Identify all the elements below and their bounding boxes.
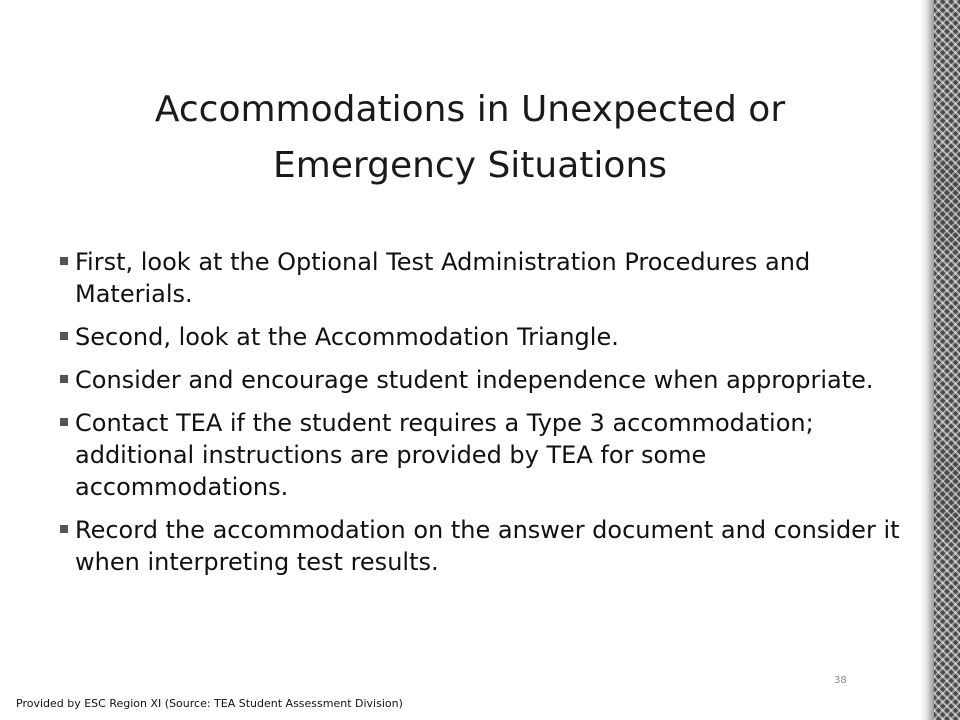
bullet-item	[58, 407, 904, 503]
bullet-list	[58, 246, 904, 589]
bullet-text: Consider and encourage student independence when appropriate.	[75, 366, 874, 394]
bullet-text: First, look at the Optional Test Administration Procedures and Materials.	[75, 248, 811, 308]
bullet-item	[58, 321, 904, 353]
bullet-text: Record the accommodation on the answer document and consider it when interpreting test results.	[75, 516, 900, 576]
bullet-item	[58, 364, 904, 396]
square-bullet-icon	[60, 375, 68, 383]
bullet-item	[58, 246, 904, 310]
page-number: 38	[834, 675, 847, 686]
bullet-text: Contact TEA if the student requires a Type 3 accommodation; additional instructions are provided by TEA for some accommodations.	[75, 409, 814, 501]
square-bullet-icon	[60, 525, 68, 533]
right-edge-shadow	[920, 0, 934, 720]
square-bullet-icon	[60, 257, 68, 265]
slide-title: Accommodations in Unexpected or Emergency Situations	[154, 89, 786, 186]
square-bullet-icon	[60, 332, 68, 340]
bullet-text: Second, look at the Accommodation Triangle.	[75, 323, 619, 351]
square-bullet-icon	[60, 418, 68, 426]
bullet-item	[58, 514, 904, 578]
right-edge-pattern	[934, 0, 960, 720]
footer-credit: Provided by ESC Region XI (Source: TEA Student Assessment Division)	[16, 697, 403, 710]
